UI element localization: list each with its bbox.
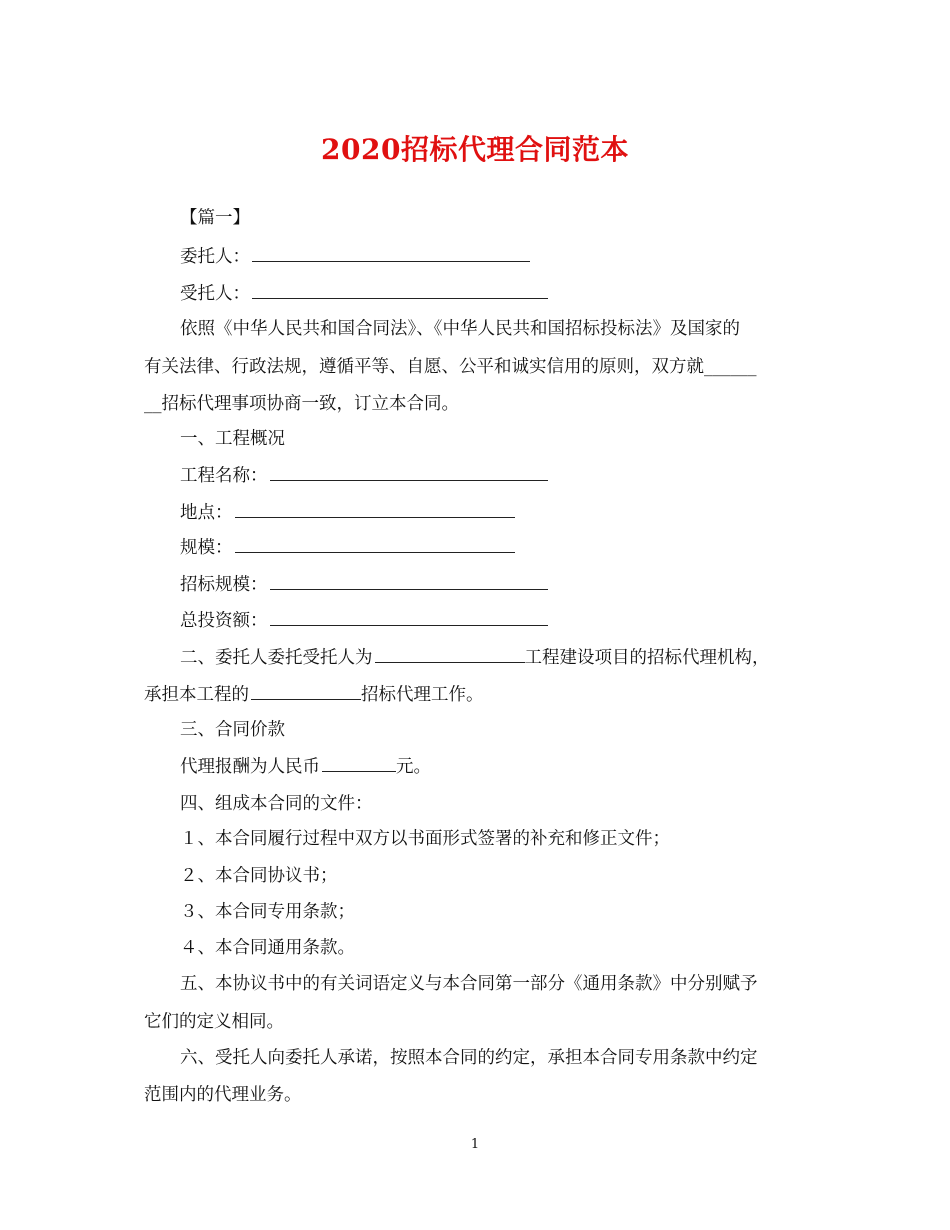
intro-line-3: __招标代理事项协商一致，订立本合同。 [144, 394, 459, 414]
agent-blank [252, 280, 548, 299]
section4-heading: 四、组成本合同的文件： [180, 794, 373, 814]
tender-scale-line [180, 571, 548, 599]
principal-line [180, 243, 530, 271]
location-line [180, 499, 515, 527]
section3-heading: 三、合同价款 [180, 720, 285, 740]
location-blank [235, 499, 515, 518]
section2-text-b: 工程建设项目的招标代理机构， [524, 648, 770, 668]
section4-item: １、本合同履行过程中双方以书面形式签署的补充和修正文件； [180, 829, 670, 849]
project-name-blank [270, 462, 548, 481]
section2-text-d: 招标代理工作。 [361, 685, 484, 705]
section2-text-c: 承担本工程的 [144, 685, 249, 705]
agent-label: 受托人： [180, 284, 250, 304]
principal-blank [252, 243, 530, 262]
section1-heading: 一、工程概况 [180, 429, 285, 449]
section6-line-2: 范围内的代理业务。 [144, 1085, 302, 1105]
intro-line-2: 有关法律、行政法规，遵循平等、自愿、公平和诚实信用的原则，双方就______ [144, 357, 757, 377]
location-label: 地点： [180, 503, 233, 523]
section2-line-1 [180, 644, 770, 672]
section4-item: ３、本合同专用条款； [180, 902, 355, 922]
section2-scope-blank [251, 681, 361, 700]
total-investment-label: 总投资额： [180, 611, 268, 631]
section4-item: ４、本合同通用条款。 [180, 938, 355, 958]
fee-text-b: 元。 [396, 757, 431, 777]
section2-text-a: 二、委托人委托受托人为 [180, 648, 373, 668]
total-investment-line [180, 607, 548, 635]
section-label: 【篇一】 [180, 208, 250, 228]
section2-line-2 [144, 681, 484, 709]
tender-scale-blank [270, 571, 548, 590]
page-number: 1 [470, 1137, 480, 1152]
total-investment-blank [270, 607, 548, 626]
section2-project-blank [375, 644, 525, 663]
principal-label: 委托人： [180, 247, 250, 267]
tender-scale-label: 招标规模： [180, 575, 268, 595]
project-name-label: 工程名称： [180, 466, 268, 486]
section4-item: ２、本合同协议书； [180, 866, 338, 886]
section6-line-1: 六、受托人向委托人承诺，按照本合同的约定，承担本合同专用条款中约定 [180, 1048, 758, 1068]
intro-line-1: 依照《中华人民共和国合同法》、《中华人民共和国招标投标法》及国家的 [180, 319, 740, 339]
fee-text-a: 代理报酬为人民币 [180, 757, 320, 777]
fee-blank [322, 753, 396, 772]
fee-line [180, 753, 431, 781]
project-name-line [180, 462, 548, 490]
scale-label: 规模： [180, 538, 233, 558]
scale-line [180, 534, 515, 562]
document-title: 2020招标代理合同范本 [321, 133, 629, 166]
scale-blank [235, 534, 515, 553]
agent-line [180, 280, 548, 308]
section5-line-1: 五、本协议书中的有关词语定义与本合同第一部分《通用条款》中分别赋予 [180, 974, 758, 994]
section5-line-2: 它们的定义相同。 [144, 1012, 284, 1032]
